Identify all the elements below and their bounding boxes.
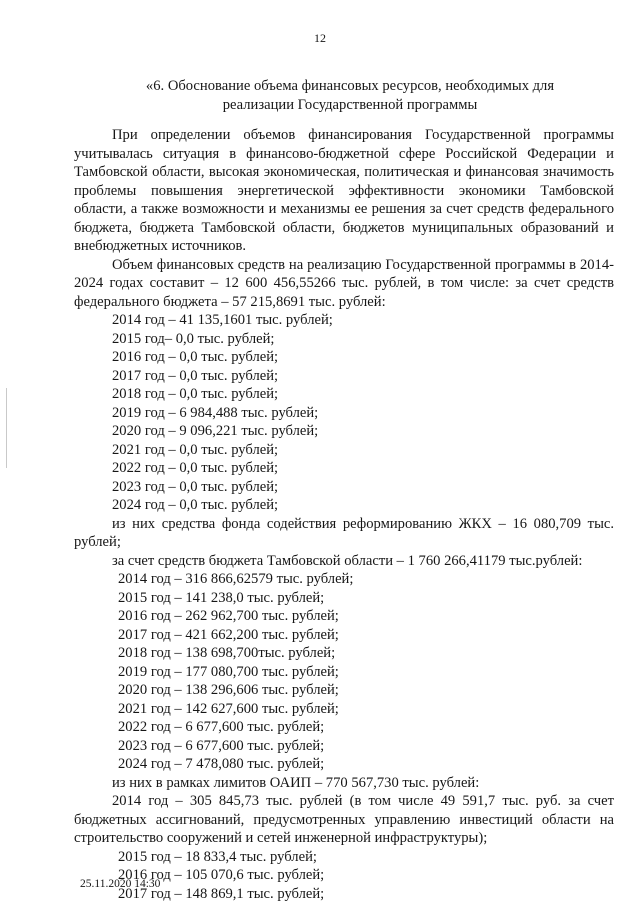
federal-budget-list <box>74 311 614 515</box>
scan-margin-mark <box>6 388 7 468</box>
list-item: 2016 год – 262 962,700 тыс. рублей; <box>118 608 339 624</box>
oaip-2014-item: 2014 год – 305 845,73 тыс. рублей (в том числе 49 591,7 тыс. руб. за счет бюджетных ассигнований, предусмотренных управлению инвестиций области на строительство сооружений и сетей инженерной инфраструктуры); <box>74 793 614 846</box>
list-item: 2019 год – 6 984,488 тыс. рублей; <box>112 404 319 421</box>
paragraph-fund-note: из них средства фонда содействия реформированию ЖКХ – 16 080,709 тыс. рублей; <box>74 515 614 550</box>
oaip-list <box>74 848 614 904</box>
footer-timestamp: 25.11.2020 14:30 <box>80 878 161 890</box>
regional-budget-list <box>74 570 614 774</box>
section-heading-line: «6. Обоснование объема финансовых ресурсов, необходимых для <box>145 78 555 94</box>
list-item: 2016 год – 0,0 тыс. рублей; <box>112 349 279 365</box>
list-item: 2020 год – 9 096,221 тыс. рублей; <box>112 423 319 439</box>
list-item: 2023 год – 0,0 тыс. рублей; <box>112 478 279 495</box>
section-heading <box>100 77 600 114</box>
list-item: 2018 год – 138 698,700тыс. рублей; <box>118 645 336 661</box>
list-item: 2023 год – 6 677,600 тыс. рублей; <box>118 737 325 754</box>
list-item: 2017 год – 148 869,1 тыс. рублей; <box>118 885 325 902</box>
list-item: 2014 год – 316 866,62579 тыс. рублей; <box>118 571 354 587</box>
list-item: 2021 год – 142 627,600 тыс. рублей; <box>118 700 339 717</box>
list-item: 2015 год– 0,0 тыс. рублей; <box>112 330 275 347</box>
oaip-intro: из них в рамках лимитов ОАИП – 770 567,730 тыс. рублей: <box>112 774 480 791</box>
list-item: 2015 год – 141 238,0 тыс. рублей; <box>118 589 325 606</box>
list-item: 2024 год – 7 478,080 тыс. рублей; <box>118 756 325 772</box>
list-item: 2021 год – 0,0 тыс. рублей; <box>112 441 279 458</box>
list-item: 2015 год – 18 833,4 тыс. рублей; <box>118 848 317 865</box>
list-item: 2022 год – 6 677,600 тыс. рублей; <box>118 719 325 735</box>
paragraph-total-volume: Объем финансовых средств на реализацию Государственной программы в 2014-2024 годах составит – 12 600 456,55266 тыс. рублей, в том числе: за счет средств федерального бюджета – 57 215,8691 тыс. рублей: <box>74 256 614 310</box>
list-item: 2017 год – 421 662,200 тыс. рублей; <box>118 626 339 643</box>
page-number: 12 <box>314 31 326 45</box>
list-item: 2016 год – 105 070,6 тыс. рублей; <box>118 867 325 883</box>
list-item: 2018 год – 0,0 тыс. рублей; <box>112 386 279 402</box>
list-item: 2020 год – 138 296,606 тыс. рублей; <box>118 682 339 698</box>
regional-budget-intro: за счет средств бюджета Тамбовской области – 1 760 266,41179 тыс.рублей: <box>112 552 583 569</box>
paragraph-financing-conditions: При определении объемов финансирования Государственной программы учитывалась ситуация в финансово-бюджетной сфере Российской Федерации и Тамбовской области, высокая экономическая, политическая и финансовая значимость проблемы повышения энергетической эффективности экономики Тамбовской области, а также возможности и механизмы ее решения за счет средств федерального бюджета, бюджета Тамбовской области, бюджетов муниципальных образований и внебюджетных источников. <box>74 127 614 254</box>
section-heading-line: реализации Государственной программы <box>222 96 478 113</box>
list-item: 2024 год – 0,0 тыс. рублей; <box>112 497 279 513</box>
list-item: 2014 год – 41 135,1601 тыс. рублей; <box>112 312 333 328</box>
list-item: 2019 год – 177 080,700 тыс. рублей; <box>118 663 339 680</box>
list-item: 2022 год – 0,0 тыс. рублей; <box>112 460 279 476</box>
document-body <box>74 126 614 903</box>
list-item: 2017 год – 0,0 тыс. рублей; <box>112 367 279 384</box>
